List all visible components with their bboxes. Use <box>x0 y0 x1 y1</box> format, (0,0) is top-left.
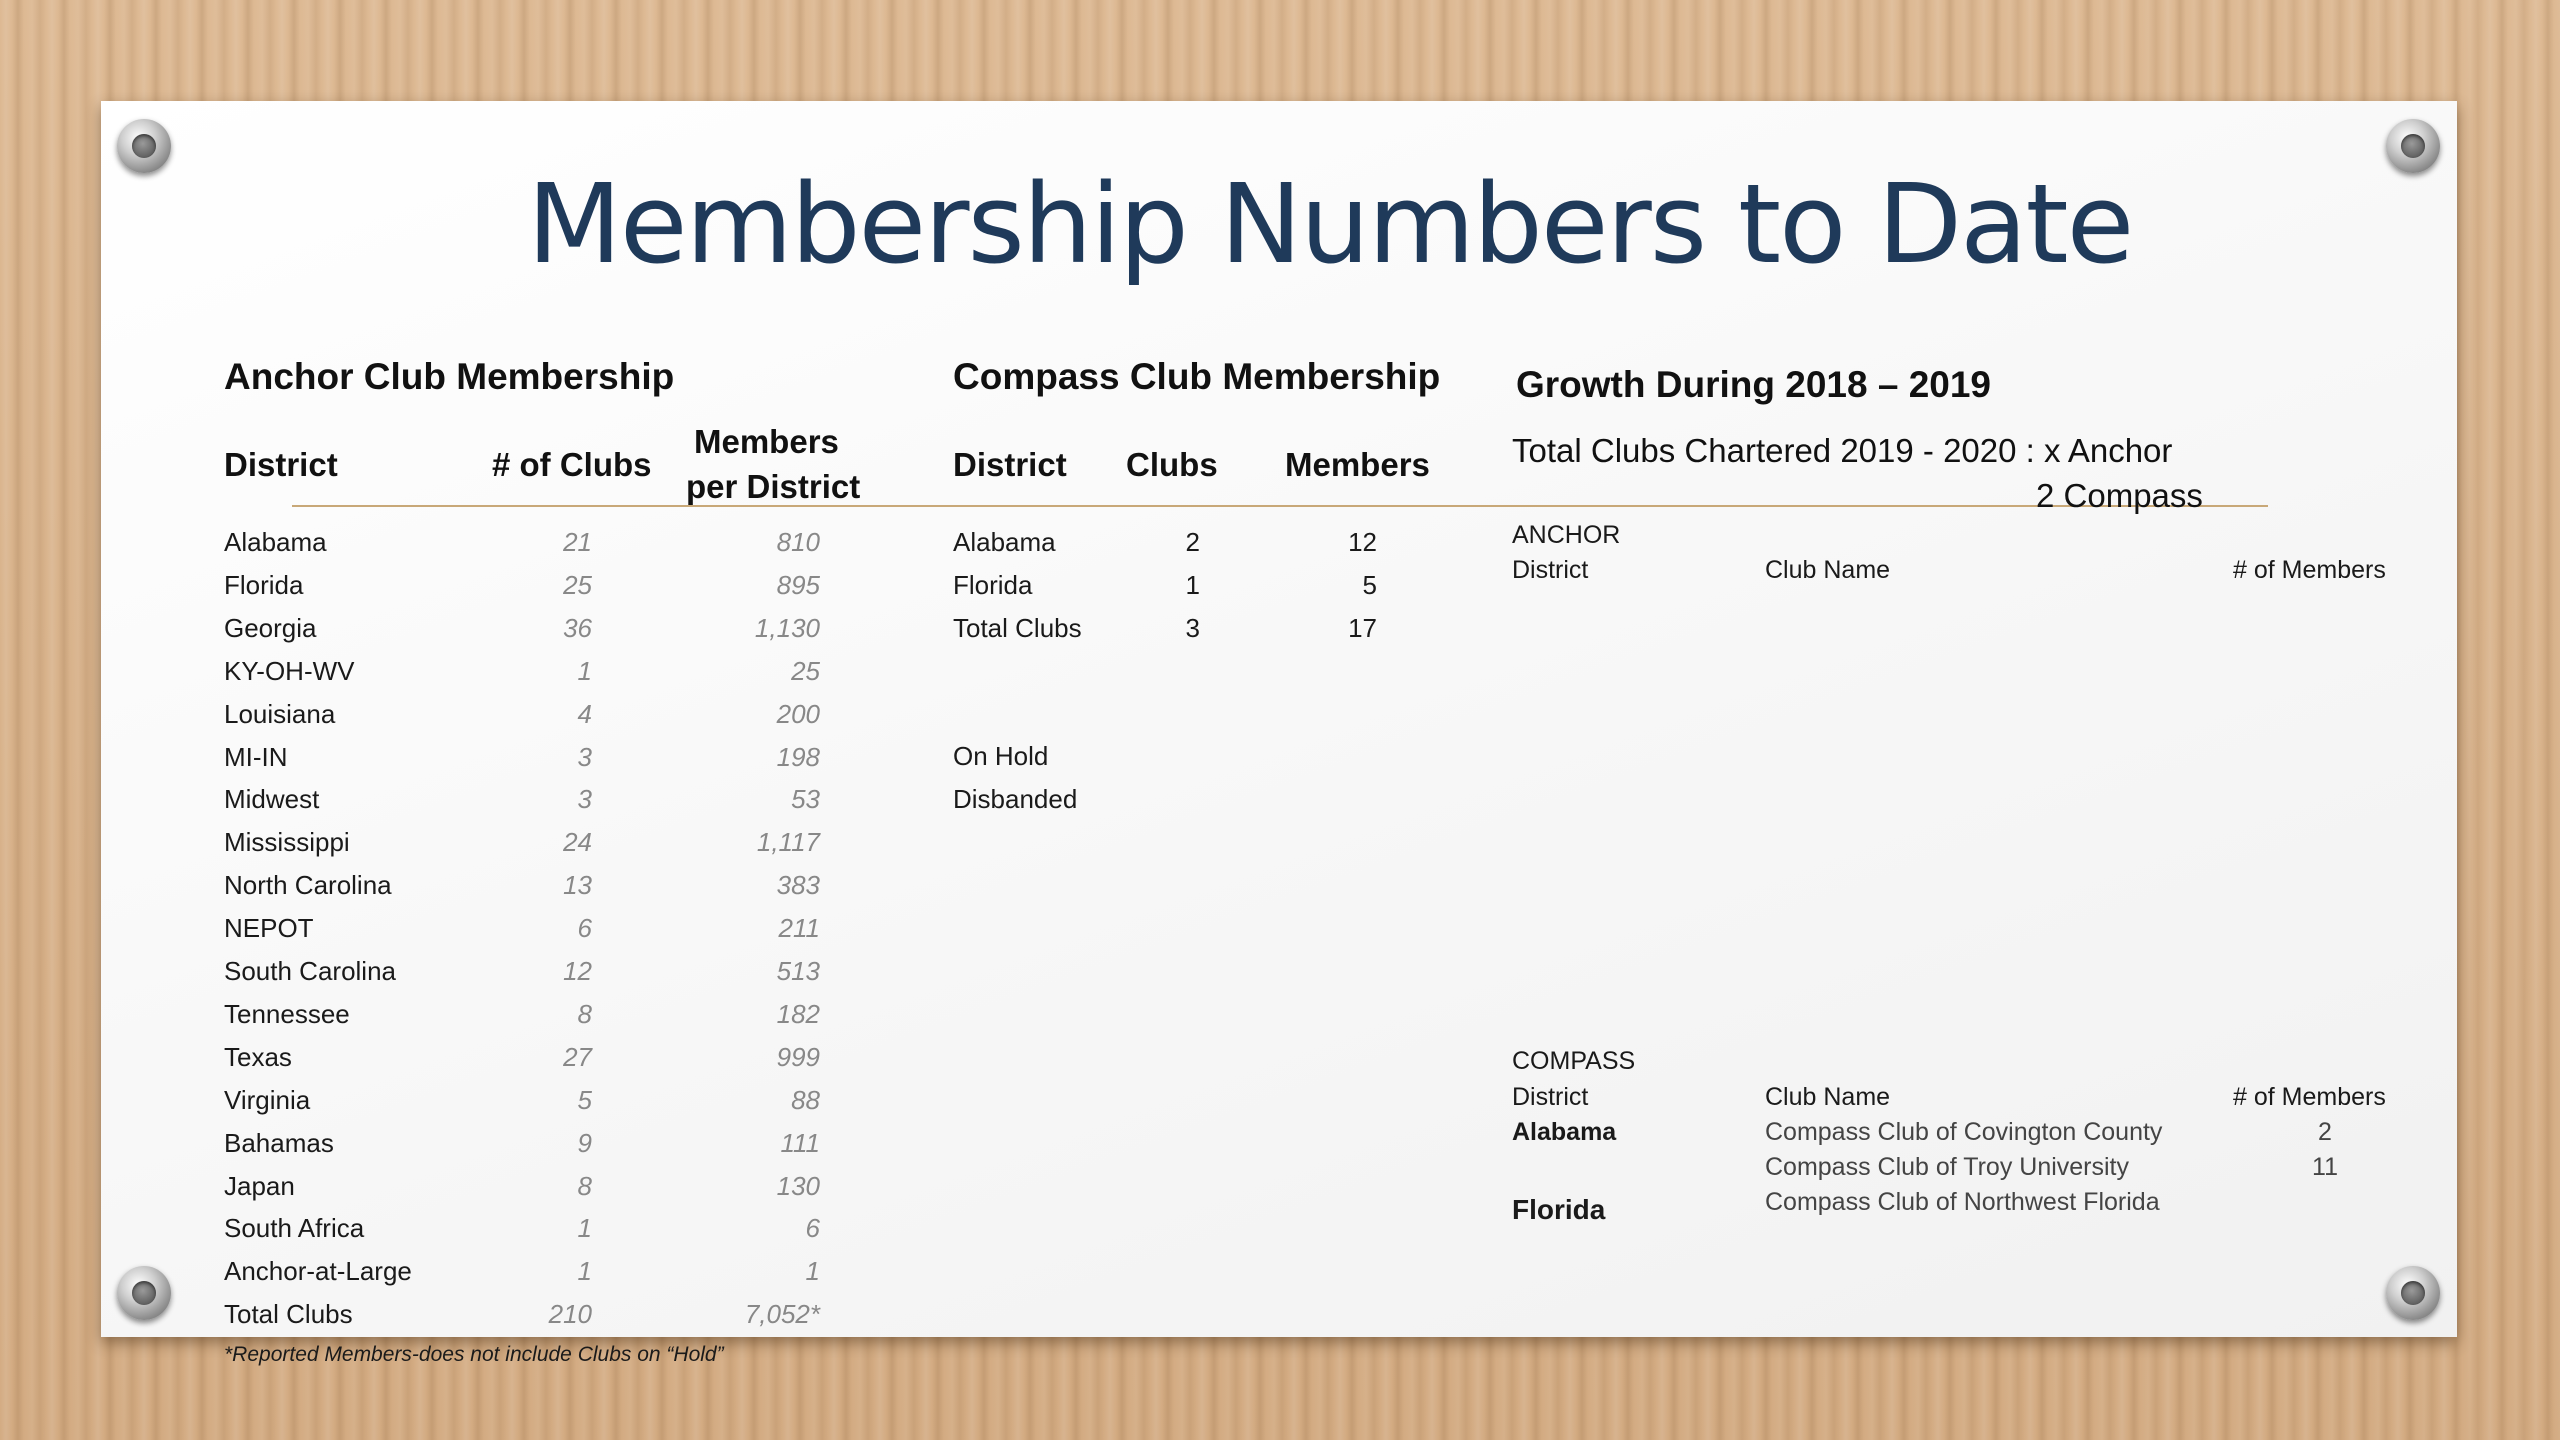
anchor-row-members: 810 <box>776 527 820 557</box>
anchor-row-members: 6 <box>805 1213 820 1244</box>
anchor-row-members: 383 <box>776 870 820 901</box>
anchor-row-members: 7,052* <box>744 1299 820 1330</box>
growth-anchor-label: ANCHOR <box>1512 521 1621 549</box>
anchor-row-district: Mississippi <box>224 827 350 858</box>
anchor-col-clubs: # of Clubs <box>492 446 652 483</box>
anchor-row-district: Anchor-at-Large <box>224 1256 412 1287</box>
compass-row-clubs: 2 <box>1185 527 1200 557</box>
anchor-row-clubs: 12 <box>563 956 592 986</box>
anchor-row-members: 130 <box>776 1170 820 1201</box>
compass-row-clubs: 3 <box>1185 612 1200 643</box>
anchor-row-members: 211 <box>778 913 820 944</box>
anchor-row-district: Japan <box>224 1170 295 1201</box>
anchor-row-clubs: 6 <box>577 913 592 944</box>
anchor-row-members: 1,130 <box>754 612 820 643</box>
compass-row-district: Total Clubs <box>953 612 1082 643</box>
anchor-row-members: 198 <box>776 741 820 772</box>
anchor-col-district: District <box>224 446 338 483</box>
compass-disbanded: Disbanded <box>953 784 1078 814</box>
anchor-row-members: 53 <box>791 784 820 815</box>
compass-col-members: Members <box>1285 446 1430 483</box>
growth-anchor-col-district: District <box>1512 556 1589 584</box>
pin-icon <box>117 1266 171 1320</box>
anchor-row-clubs: 5 <box>577 1084 592 1115</box>
anchor-row-members: 513 <box>776 956 820 986</box>
page-title: Membership Numbers to Date <box>527 160 2133 288</box>
anchor-row-district: MI-IN <box>224 741 288 772</box>
growth-chartered-line2: 2 Compass <box>2036 477 2203 514</box>
anchor-row-district: Louisiana <box>224 698 336 729</box>
compass-col-clubs: Clubs <box>1126 446 1218 483</box>
anchor-row-clubs: 1 <box>577 1213 592 1244</box>
anchor-row-district: NEPOT <box>224 913 314 944</box>
growth-compass-row-district: Florida <box>1512 1194 1606 1225</box>
compass-row-members: 12 <box>1348 527 1377 557</box>
anchor-row-members: 25 <box>791 655 820 686</box>
anchor-row-district: South Carolina <box>224 956 396 986</box>
growth-chartered-line: Total Clubs Chartered 2019 - 2020 : x Anchor <box>1512 432 2173 469</box>
anchor-row-members: 200 <box>776 698 820 729</box>
anchor-col-members-line1: Members <box>694 423 839 460</box>
anchor-row-district: Georgia <box>224 612 317 643</box>
growth-compass-label: COMPASS <box>1512 1047 1636 1075</box>
compass-row-district: Alabama <box>953 527 1056 557</box>
anchor-row-clubs: 3 <box>577 741 592 772</box>
anchor-row-district: South Africa <box>224 1213 365 1244</box>
pin-icon <box>2386 119 2440 173</box>
anchor-row-district: Total Clubs <box>224 1299 353 1330</box>
anchor-row-clubs: 8 <box>577 1170 592 1201</box>
anchor-row-clubs: 21 <box>563 527 592 557</box>
growth-anchor-col-club-name: Club Name <box>1765 556 1891 584</box>
anchor-row-members: 111 <box>780 1127 820 1158</box>
growth-compass-row-club: Compass Club of Covington County <box>1765 1118 2163 1146</box>
anchor-row-members: 1 <box>805 1256 820 1287</box>
growth-heading: Growth During 2018 – 2019 <box>1516 364 1992 405</box>
pin-icon <box>2386 1266 2440 1320</box>
anchor-row-district: Florida <box>224 569 304 600</box>
growth-compass-col-district: District <box>1512 1083 1589 1111</box>
growth-compass-row-club: Compass Club of Troy University <box>1765 1153 2130 1181</box>
growth-anchor-col-members: # of Members <box>2233 556 2386 584</box>
growth-compass-row-members: 11 <box>2312 1153 2338 1181</box>
anchor-heading: Anchor Club Membership <box>224 356 675 397</box>
anchor-row-district: North Carolina <box>224 870 392 901</box>
anchor-footnote: *Reported Members-does not include Clubs on “Hold” <box>224 1343 724 1366</box>
growth-compass-row-club: Compass Club of Northwest Florida <box>1765 1188 2160 1216</box>
anchor-row-members: 88 <box>791 1084 820 1115</box>
compass-heading: Compass Club Membership <box>953 356 1441 397</box>
growth-compass-row-members: 2 <box>2318 1118 2332 1146</box>
anchor-row-clubs: 210 <box>548 1299 592 1330</box>
anchor-row-members: 999 <box>776 1041 820 1072</box>
anchor-col-members-line2: per District <box>686 468 861 505</box>
anchor-row-district: Bahamas <box>224 1127 334 1158</box>
anchor-row-clubs: 3 <box>577 784 592 815</box>
growth-compass-col-club-name: Club Name <box>1765 1083 1891 1111</box>
anchor-row-clubs: 1 <box>577 1256 592 1287</box>
header-divider <box>292 505 2268 507</box>
anchor-row-members: 182 <box>776 998 820 1029</box>
anchor-row-clubs: 9 <box>577 1127 592 1158</box>
anchor-row-district: Texas <box>224 1041 292 1072</box>
anchor-row-clubs: 27 <box>563 1041 592 1072</box>
anchor-row-clubs: 8 <box>577 998 592 1029</box>
anchor-row-district: Virginia <box>224 1084 311 1115</box>
anchor-row-clubs: 25 <box>563 569 592 600</box>
anchor-row-members: 1,117 <box>756 827 820 858</box>
compass-row-district: Florida <box>953 569 1033 600</box>
anchor-row-district: Midwest <box>224 784 320 815</box>
anchor-row-district: Alabama <box>224 527 327 557</box>
anchor-row-district: Tennessee <box>224 998 350 1029</box>
compass-row-members: 17 <box>1348 612 1377 643</box>
growth-compass-col-members: # of Members <box>2233 1083 2386 1111</box>
anchor-row-clubs: 4 <box>577 698 592 729</box>
compass-on-hold: On Hold <box>953 741 1049 771</box>
anchor-row-clubs: 13 <box>563 870 592 901</box>
anchor-row-clubs: 24 <box>563 827 592 858</box>
compass-row-clubs: 1 <box>1185 569 1200 600</box>
pin-icon <box>117 119 171 173</box>
growth-compass-row-district: Alabama <box>1512 1118 1617 1146</box>
anchor-row-clubs: 1 <box>577 655 592 686</box>
compass-col-district: District <box>953 446 1067 483</box>
anchor-row-members: 895 <box>776 569 820 600</box>
compass-row-members: 5 <box>1362 569 1377 600</box>
anchor-row-district: KY-OH-WV <box>224 655 355 686</box>
anchor-row-clubs: 36 <box>563 612 592 643</box>
